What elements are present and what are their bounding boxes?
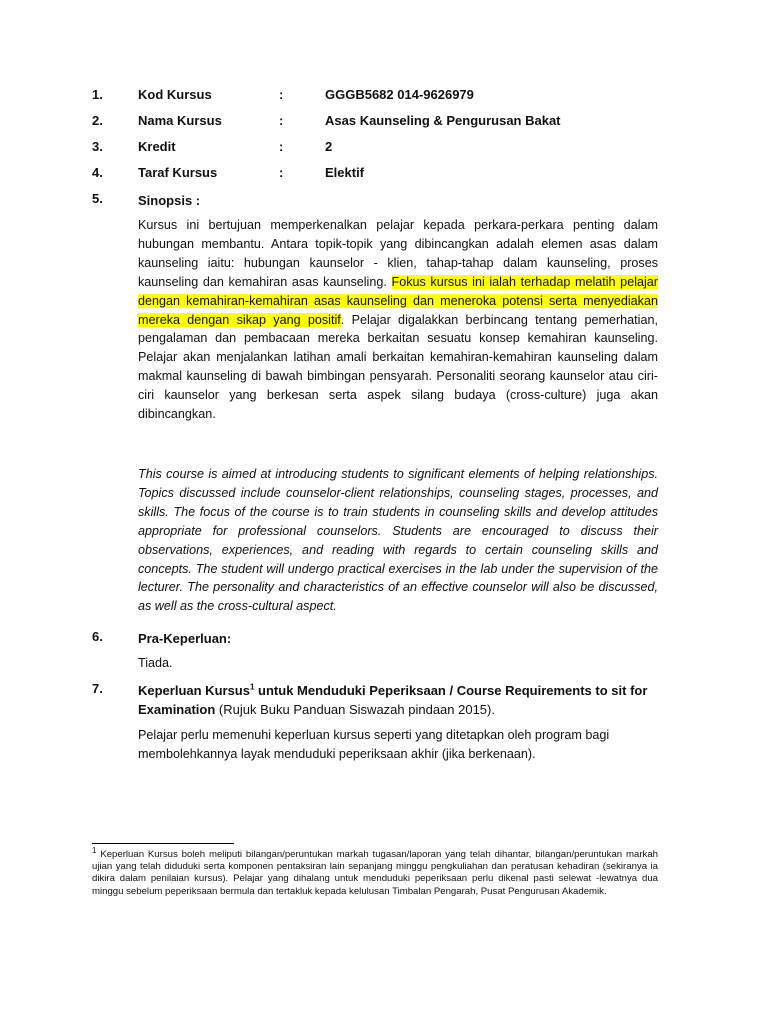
requirements-title-note: (Rujuk Buku Panduan Siswazah pindaan 2015). xyxy=(215,702,495,717)
section-number: 6. xyxy=(92,629,103,644)
synopsis-malay-paragraph xyxy=(138,216,658,424)
synopsis-english-paragraph: This course is aimed at introducing students to significant elements of helping relationships. Topics discussed include counselor-client relationships, counseling stages, processes, and skills. The focus of the course is to train students in counseling skills and develop attitudes appropriate for professional counselors. Students are encouraged to discuss their observations, experiences, and reading with regards to certain counseling skills and concepts. The student will undergo practical exercises in the lab under the supervision of the lecturer. The personality and characteristics of an effective counselor will also be discussed, as well as the cross-cultural aspect. xyxy=(138,467,658,614)
item-number: 1. xyxy=(92,87,103,102)
item-colon: : xyxy=(279,165,284,180)
synopsis-malay-text: Kursus ini bertujuan memperkenalkan pelajar kepada perkara-perkara penting dalam hubungan membantu. Antara topik-topik yang dibincangkan adalah elemen asas dalam kaunseling iaitu: hubungan kaunselor - klien, tahap-tahap dalam kaunseling, proses kaunseling dan kemahiran asas kaunseling. xyxy=(138,218,658,289)
item-value: GGGB5682 014-9626979 xyxy=(325,87,474,102)
footnote-reference: 1 xyxy=(249,682,255,692)
synopsis-malay-text-cont: . Pelajar digalakkan berbincang tentang pemerhatian, pengalaman dan pembacaan mereka berkaitan sesuatu konsep kemahiran kaunseling. Pelajar akan menjalankan latihan amali berkaitan kemahiran-kemahiran kaunseling dalam makmal kaunseling di bawah bimbingan pensyarah. Personaliti seorang kaunselor atau ciri-ciri kaunselor yang berkesan serta aspek silang budaya (cross-culture) juga akan dibincangkan. xyxy=(138,312,658,422)
course-code-row xyxy=(0,87,768,109)
requirements-title-a: Keperluan Kursus xyxy=(138,683,250,698)
item-label: Nama Kursus xyxy=(138,113,222,128)
item-colon: : xyxy=(279,139,284,154)
requirements-text: Pelajar perlu memenuhi keperluan kursus seperti yang ditetapkan oleh program bagi membolehkannya layak menduduki peperiksaan akhir (jika berkenaan). xyxy=(138,728,610,761)
course-name-row xyxy=(0,113,768,135)
section-title: Pra-Keperluan: xyxy=(138,631,232,646)
item-value: Elektif xyxy=(325,165,365,180)
item-number: 4. xyxy=(92,165,103,180)
course-status-row xyxy=(0,165,768,187)
item-label: Kod Kursus xyxy=(138,87,212,102)
footnote-divider xyxy=(92,843,234,844)
section-number: 7. xyxy=(92,681,103,696)
credit-row xyxy=(0,139,768,161)
section-title xyxy=(138,681,658,719)
prereq-text: Tiada. xyxy=(138,656,173,670)
item-number: 3. xyxy=(92,139,103,154)
item-value: Asas Kaunseling & Pengurusan Bakat xyxy=(325,113,561,128)
item-number: 2. xyxy=(92,113,103,128)
highlighted-text: Fokus kursus ini ialah terhadap melatih pelajar dengan kemahiran-kemahiran asas kaunseling dan meneroka potensi serta menyediakan mereka dengan sikap yang positif xyxy=(138,274,658,327)
item-label: Taraf Kursus xyxy=(138,165,218,180)
requirements-title-b: untuk Menduduki Peperiksaan / Course Requirements to sit for Examination xyxy=(138,683,648,717)
footnote-marker: 1 xyxy=(92,845,97,855)
section-number: 5. xyxy=(92,191,103,206)
footnote-text: Keperluan Kursus boleh meliputi bilangan/peruntukan markah tugasan/laporan yang telah dihantar, bilangan/peruntukan markah ujian yang telah diduduki serta komponen pentaksiran lain sepanjang minggu pengkuliahan dan peratusan kehadiran (sekiranya ia dikira dalam penilaian kursus). Pelajar yang dihalang untuk menduduki peperiksaan perlu dikenal pasti selewat -lewatnya dua minggu sebelum peperiksaan bermula dan tertakluk kepada kelulusan Timbalan Pengarah, Pusat Pengurusan Akademik. xyxy=(92,849,658,897)
item-value: 2 xyxy=(325,139,333,154)
item-colon: : xyxy=(279,113,284,128)
item-colon: : xyxy=(279,87,284,102)
item-label: Kredit xyxy=(138,139,176,154)
footnote xyxy=(92,845,658,898)
section-title: Sinopsis : xyxy=(138,193,201,208)
